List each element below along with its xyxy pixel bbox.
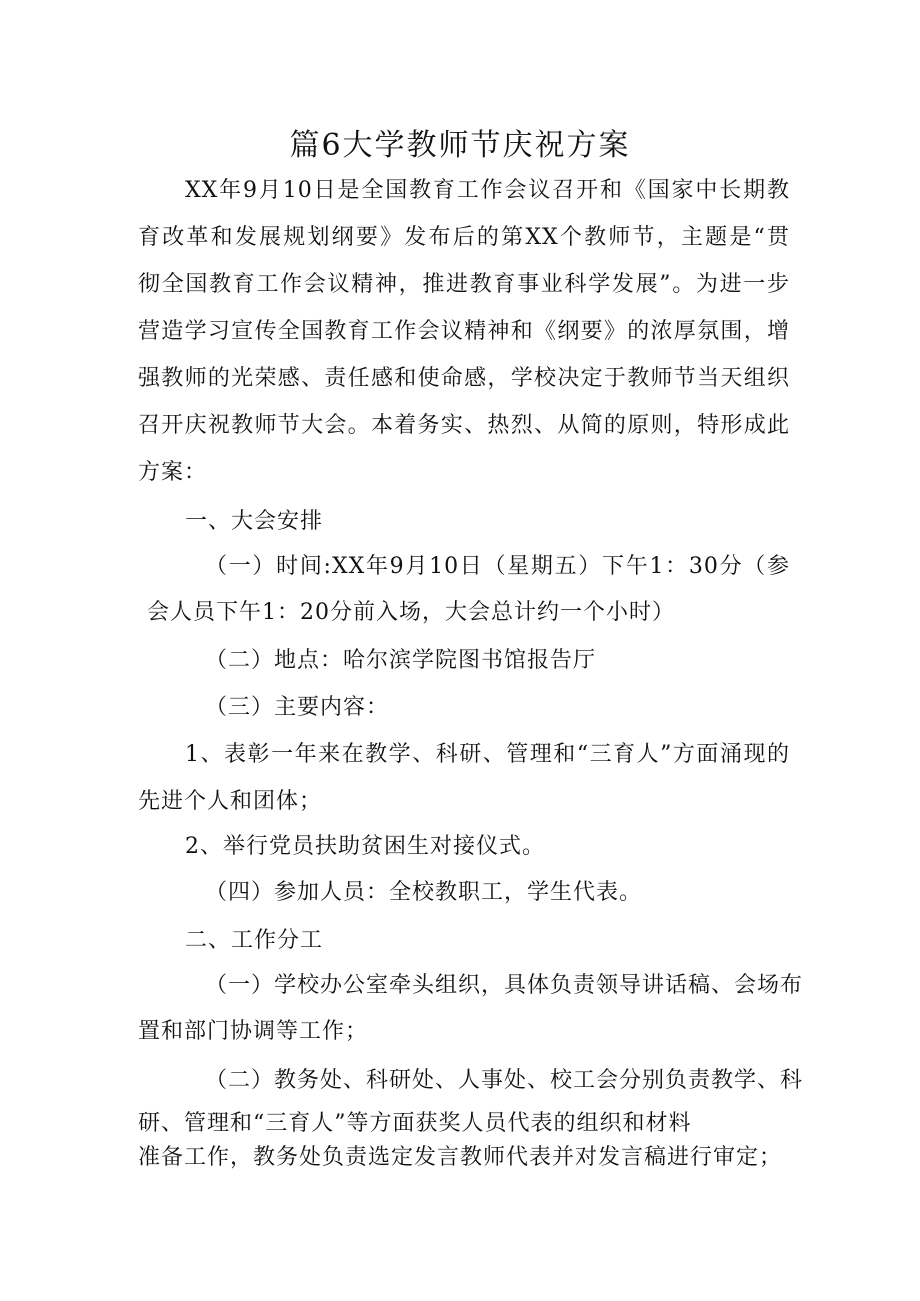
duty2-line-2: 研、管理和“三育人”等方面获奖人员代表的组织和材料 <box>138 1111 692 1136</box>
intro-line-5: 强教师的光荣感、责任感和使命感，学校决定于教师节当天组织 <box>138 366 790 391</box>
document-title: 篇6大学教师节庆祝方案 <box>289 128 631 163</box>
section1-heading: 一、大会安排 <box>185 509 324 534</box>
item2-line: 2、举行党员扶助贫困生对接仪式。 <box>185 834 545 859</box>
duty1-line-2: 置和部门协调等工作； <box>138 1019 369 1044</box>
duty2-line-1: （二）教务处、科研处、人事处、校工会分别负责教学、科 <box>205 1068 804 1093</box>
duty2-line-3: 准备工作，教务处负责选定发言教师代表并对发言稿进行审定； <box>138 1145 783 1170</box>
time-line-1: （一）时间:XX年9月10日（星期五）下午1：30分（参 <box>205 554 790 579</box>
participants-line: （四）参加人员：全校教职工，学生代表。 <box>205 880 643 905</box>
content-heading: （三）主要内容： <box>205 695 390 720</box>
duty1-line-1: （一）学校办公室牵头组织，具体负责领导讲话稿、会场布 <box>205 973 804 998</box>
intro-line-7: 方案： <box>138 460 208 485</box>
item1-line-1: 1、表彰一年来在教学、科研、管理和“三育人”方面涌现的 <box>185 742 790 767</box>
item1-line-2: 先进个人和团体； <box>138 789 323 814</box>
intro-line-1: XX年9月10日是全国教育工作会议召开和《国家中长期教 <box>185 178 790 203</box>
intro-line-3: 彻全国教育工作会议精神，推进教育事业科学发展”。为进一步 <box>138 272 790 297</box>
section2-heading: 二、工作分工 <box>185 928 324 953</box>
place-line: （二）地点：哈尔滨学院图书馆报告厅 <box>205 648 597 673</box>
intro-line-6: 召开庆祝教师节大会。本着务实、热烈、从简的原则，特形成此 <box>138 413 790 438</box>
intro-line-4: 营造学习宣传全国教育工作会议精神和《纲要》的浓厚氛围，增 <box>138 319 790 344</box>
time-line-2: 会人员下午1：20分前入场，大会总计约一个小时） <box>147 600 675 625</box>
intro-line-2: 育改革和发展规划纲要》发布后的第XX个教师节，主题是“贯 <box>138 225 790 250</box>
